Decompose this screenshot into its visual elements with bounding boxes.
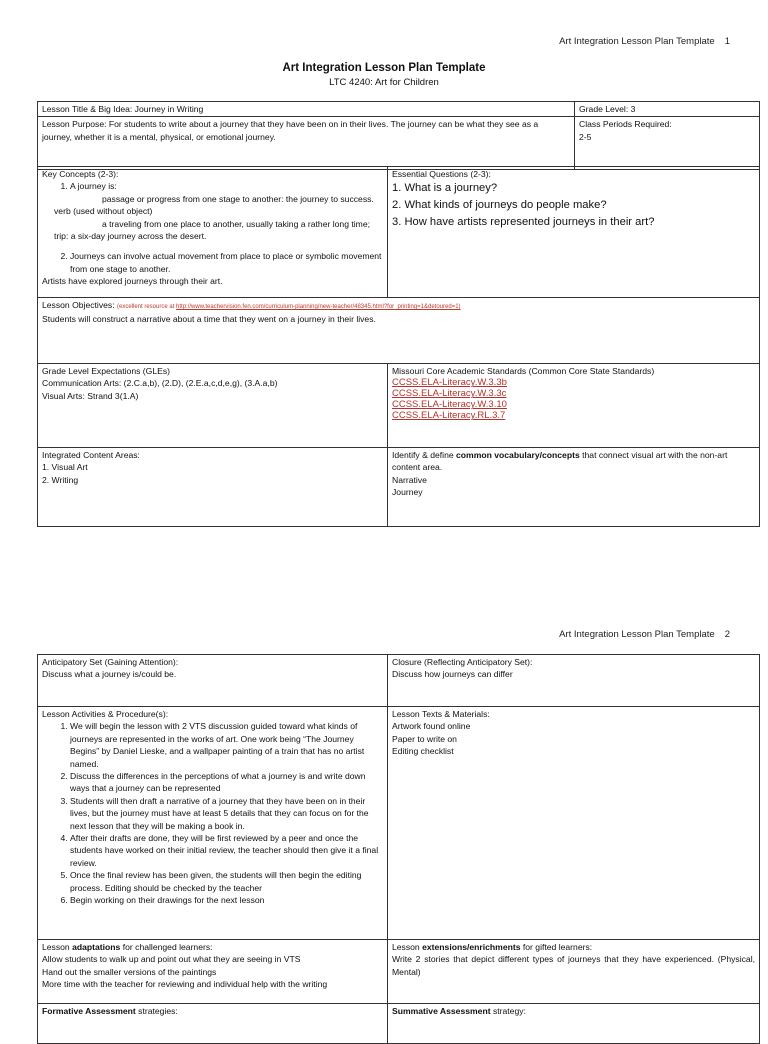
key-concepts-heading: Key Concepts (2-3):: [42, 169, 119, 179]
vocabulary-heading-post: that connect visual art with the non-art content area.: [392, 450, 728, 473]
page-number: 2: [724, 629, 730, 640]
standard-link-3[interactable]: CCSS.ELA-Literacy.W.3.10: [392, 399, 507, 411]
material-item: Editing checklist: [392, 746, 454, 757]
vocabulary-cell: [388, 448, 760, 527]
gle-cell: [38, 364, 388, 448]
material-item: Paper to write on: [392, 733, 457, 744]
closure-cell: [388, 655, 760, 707]
lesson-plan-table-page-1-lower: [37, 166, 760, 527]
summative-heading-bold: Summative Assessment: [392, 1006, 491, 1016]
material-item: Artwork found online: [392, 721, 471, 732]
standard-link-4[interactable]: CCSS.ELA-Literacy.RL.3.7: [392, 410, 506, 422]
running-header-page-2: [559, 629, 730, 640]
essential-questions-cell: [388, 167, 760, 298]
standard-link-1[interactable]: CCSS.ELA-Literacy.W.3.3b: [392, 377, 507, 389]
adaptations-heading-bold: adaptations: [72, 942, 121, 952]
content-areas-heading: Integrated Content Areas:: [42, 450, 140, 460]
document-subtitle: LTC 4240: Art for Children: [329, 77, 439, 88]
standards-cell: [388, 364, 760, 448]
class-periods-label: Class Periods Required:: [579, 119, 672, 130]
page-number: 1: [724, 36, 730, 47]
running-header-page-1: [559, 36, 730, 47]
lesson-objectives-text: Students will construct a narrative about a time that they went on a journey in their lives.: [42, 314, 376, 325]
extensions-heading-bold: extensions/enrichments: [422, 942, 521, 952]
essential-question-3: 3. How have artists represented journeys in their art?: [392, 216, 655, 229]
vocabulary-heading: [392, 449, 755, 474]
activity-step: 2. Discuss the differences in the perceptions of what a journey is and write down ways that a journey can be represented: [70, 770, 383, 795]
closure-text: Discuss how journeys can differ: [392, 669, 513, 680]
activities-heading: Lesson Activities & Procedure(s):: [42, 709, 169, 719]
essential-question-1: 1. What is a journey?: [392, 182, 498, 195]
adaptations-heading-pre: Lesson: [42, 942, 73, 952]
vocabulary-heading-bold: common vocabulary/concepts: [456, 450, 580, 460]
vocabulary-term-2: Journey: [392, 487, 423, 498]
activity-step: 4. After their drafts are done, they will be first reviewed by a peer and once the students have worked on their initial review, the teacher should then give it a final review.: [70, 832, 383, 869]
extensions-heading-post: for gifted learners:: [520, 942, 593, 952]
extensions-cell: [388, 940, 760, 1004]
document-title: Art Integration Lesson Plan Template: [282, 62, 486, 74]
essential-questions-heading: Essential Questions (2-3):: [392, 169, 491, 179]
anticipatory-set-text: Discuss what a journey is/could be.: [42, 669, 177, 680]
adaptations-heading: [42, 941, 383, 953]
resource-note-text: (excellent resource at: [117, 304, 175, 310]
activity-step: 1. We will begin the lesson with 2 VTS discussion guided toward what kinds of journeys are represented in the works of art. One work being “The Journey Begins” by Daniel Lieske, and a wallpaper painting of a train that has no artist named.: [70, 720, 383, 770]
standards-heading: Missouri Core Academic Standards (Common Core State Standards): [392, 366, 655, 376]
adaptations-cell: [38, 940, 388, 1004]
materials-heading: Lesson Texts & Materials:: [392, 709, 490, 719]
content-area-1: 1. Visual Art: [42, 462, 88, 473]
resource-link[interactable]: http://www.teachervision.fen.com/curriculum-planning/new-teacher/48345.html?for_printing=1&detoured=1): [176, 304, 461, 310]
content-area-2: 2. Writing: [42, 474, 79, 485]
key-concept-1-definition-1: passage or progress from one stage to another: the journey to success. verb (used without object): [54, 193, 374, 217]
extensions-text: Write 2 stories that depict different types of journeys that they have experienced. (Physical, Mental): [392, 954, 755, 977]
essential-question-2: 2. What kinds of journeys do people make?: [392, 199, 607, 212]
formative-heading-post: strategies:: [135, 1006, 178, 1016]
lesson-plan-table-page-2: [37, 654, 760, 1044]
adaptation-line: Allow students to walk up and point out what they are seeing in VTS: [42, 954, 301, 965]
lesson-plan-table-page-1: [37, 101, 760, 170]
resource-note: [117, 304, 461, 310]
header-text: Art Integration Lesson Plan Template: [559, 36, 715, 47]
vocabulary-heading-pre: Identify & define: [392, 450, 457, 460]
key-concept-1: [54, 180, 383, 242]
formative-heading-bold: Formative Assessment: [42, 1006, 136, 1016]
gle-communication-arts: Communication Arts: (2.C.a,b), (2.D), (2.E.a,c,d,e,g), (3.A.a,b): [42, 378, 278, 389]
lesson-purpose-cell: Lesson Purpose: For students to write about a journey that they have been on in their lives. The journey can be what they see as a journey, whether it is a mental, physical, or emotional journey.: [38, 117, 575, 170]
adaptation-line: Hand out the smaller versions of the paintings: [42, 966, 217, 977]
key-concept-1-definition-2: a traveling from one place to another, usually taking a rather long time; trip: a six-day journey across the desert.: [54, 218, 370, 242]
key-concepts-footer: Artists have explored journeys through their art.: [42, 276, 223, 287]
activities-cell: [38, 707, 388, 940]
extensions-heading-pre: Lesson: [392, 942, 423, 952]
summative-assessment-heading: [392, 1005, 755, 1017]
closure-heading: Closure (Reflecting Anticipatory Set):: [392, 657, 533, 667]
key-concept-1-intro: A journey is:: [70, 181, 117, 192]
summative-heading-post: strategy:: [490, 1006, 526, 1016]
key-concepts-cell: [38, 167, 388, 298]
content-areas-cell: [38, 448, 388, 527]
activity-step: 3. Students will then draft a narrative of a journey that they have been on in their lives, but the journey must have at least 5 details that they can focus on for the next lesson that they will be making a book in.: [70, 795, 383, 832]
anticipatory-set-heading: Anticipatory Set (Gaining Attention):: [42, 657, 179, 667]
anticipatory-set-cell: [38, 655, 388, 707]
activity-step: 5. Once the final review has been given, the students will then begin the editing process. Editing should be checked by the teacher: [70, 869, 383, 894]
grade-level-cell: Grade Level: 3: [575, 102, 760, 117]
vocabulary-term-1: Narrative: [392, 474, 427, 485]
key-concept-2: 2. Journeys can involve actual movement from place to place or symbolic movement from one stage to another.: [70, 250, 383, 275]
adaptations-heading-post: for challenged learners:: [120, 942, 213, 952]
extensions-heading: [392, 941, 755, 953]
header-text: Art Integration Lesson Plan Template: [559, 629, 715, 640]
lesson-objectives-label: Lesson Objectives:: [42, 300, 115, 310]
class-periods-value: 2-5: [579, 131, 592, 142]
gle-heading: Grade Level Expectations (GLEs): [42, 366, 171, 376]
lesson-title-cell: Lesson Title & Big Idea: Journey in Writing: [38, 102, 575, 117]
lesson-objectives-cell: [38, 298, 760, 364]
materials-cell: [388, 707, 760, 940]
gle-visual-arts: Visual Arts: Strand 3(1.A): [42, 390, 139, 401]
class-periods-cell: [575, 117, 760, 170]
adaptation-line: More time with the teacher for reviewing and individual help with the writing: [42, 979, 328, 990]
standard-link-2[interactable]: CCSS.ELA-Literacy.W.3.3c: [392, 388, 507, 400]
formative-assessment-heading: [42, 1005, 383, 1017]
activity-step: 6. Begin working on their drawings for the next lesson: [70, 894, 383, 906]
